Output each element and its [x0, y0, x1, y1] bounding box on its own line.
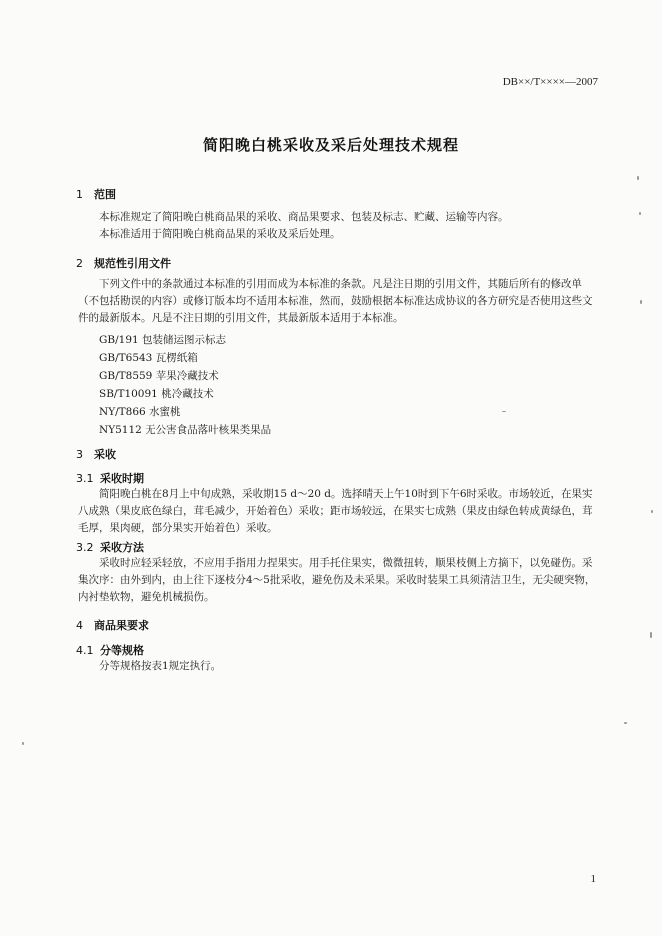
reference-item: GB/191 包装储运图示标志	[99, 334, 227, 346]
reference-item: SB/T10091 桃冷藏技术	[99, 388, 214, 400]
scan-speck	[22, 742, 24, 745]
reference-item: NY/T866 水蜜桃	[99, 406, 181, 418]
section-title: 规范性引用文件	[94, 257, 171, 270]
section-1-paragraph-2	[78, 226, 598, 243]
paragraph-text: 本标准规定了简阳晚白桃商品果的采收、商品果要求、包装及标志、贮藏、运输等内容。	[99, 211, 509, 223]
section-title: 采收方法	[100, 541, 144, 554]
scan-speck	[650, 632, 652, 638]
reference-item: GB/T6543 瓦楞纸箱	[99, 352, 198, 364]
section-number: 2	[76, 257, 83, 270]
paragraph-text: 简阳晚白桃在8月上中旬成熟，采收期15 d～20 d。选择晴天上午10时到下午6时采收。市场较近，在果实八成熟（果皮底色绿白，茸毛减少，开始着色）采收；距市场较远，在果实七成熟（果皮由绿色转成黄绿色，茸毛厚，果肉硬，部分果实开始着色）采收。	[78, 488, 593, 534]
paragraph-text: 采收时应轻采轻放，不应用手指用力捏果实。用手托住果实，微微扭转，顺果枝侧上方摘下，以免碰伤。采集次序：由外到内，由上往下逐枝分4～5批采收，避免伤及未采果。采收时装果工具须清洁卫生，无尖硬突物，内衬垫软物，避免机械损伤。	[78, 557, 596, 603]
scan-speck	[651, 510, 653, 513]
section-3-2-heading	[76, 539, 144, 555]
section-4-1-heading	[76, 642, 144, 658]
section-1-heading	[76, 186, 116, 202]
section-title: 采收	[94, 448, 116, 461]
section-1-paragraph-1	[78, 209, 598, 226]
paragraph-text: 本标准适用于简阳晚白桃商品果的采收及采后处理。	[99, 228, 341, 240]
reference-item: NY5112 无公害食品落叶核果类果品	[99, 424, 272, 436]
paragraph-text: 下列文件中的条款通过本标准的引用而成为本标准的条款。凡是注日期的引用文件，其随后所有的修改单（不包括勘误的内容）或修订版本均不适用本标准，然而，鼓励根据本标准达成协议的各方研究是否使用这些文件的最新版本。凡是不注日期的引用文件，其最新版本适用于本标准。	[78, 278, 593, 324]
section-4-1-paragraph	[78, 658, 598, 675]
section-2-paragraph	[78, 276, 598, 327]
section-2-heading	[76, 255, 171, 271]
section-number: 1	[76, 188, 83, 201]
document-code: DB××/T××××—2007	[502, 76, 598, 88]
scan-speck	[624, 722, 627, 724]
section-number: 3.1	[76, 472, 94, 485]
section-3-1-paragraph	[78, 486, 598, 537]
section-title: 商品果要求	[94, 619, 149, 632]
section-title: 采收时期	[100, 472, 144, 485]
section-3-1-heading	[76, 470, 144, 486]
section-4-heading	[76, 617, 149, 633]
section-3-heading	[76, 446, 116, 462]
scan-speck	[502, 411, 506, 412]
section-3-2-paragraph	[78, 555, 598, 606]
section-title: 范围	[94, 188, 116, 201]
section-number: 4.1	[76, 644, 94, 657]
scan-speck	[639, 212, 641, 215]
section-number: 3	[76, 448, 83, 461]
section-number: 3.2	[76, 541, 94, 554]
section-number: 4	[76, 619, 83, 632]
scan-speck	[640, 300, 642, 304]
scan-speck	[637, 176, 639, 180]
page-number: 1	[590, 873, 596, 885]
normative-references-list	[99, 331, 271, 439]
section-title: 分等规格	[100, 644, 144, 657]
paragraph-text: 分等规格按表1规定执行。	[99, 660, 222, 672]
reference-item: GB/T8559 苹果冷藏技术	[99, 370, 219, 382]
document-title: 简阳晚白桃采收及采后处理技术规程	[202, 136, 459, 154]
